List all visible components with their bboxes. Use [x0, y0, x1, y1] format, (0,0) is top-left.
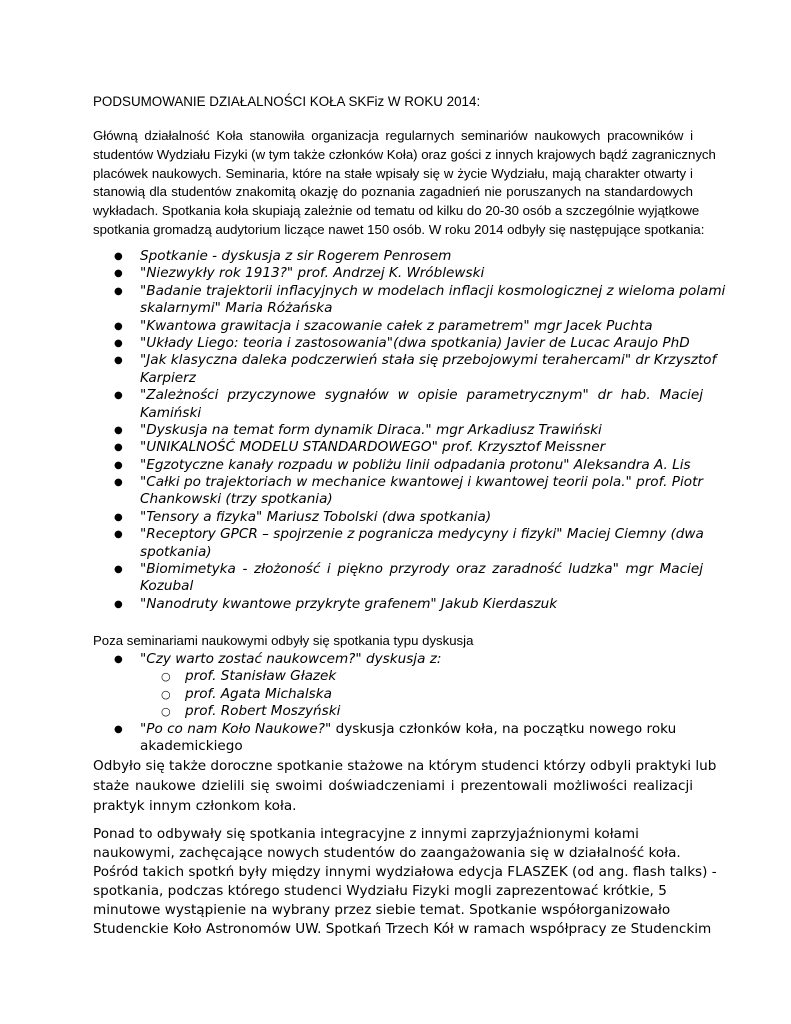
bullet-icon: ●: [114, 251, 123, 262]
bullet-icon: ●: [114, 654, 123, 665]
list-item-text: Kamiński: [140, 404, 202, 421]
list-item-text: "Kwantowa grawitacja i szacowanie całek z parametrem" mgr Jacek Puchta: [140, 317, 653, 334]
list-item: [93, 457, 703, 474]
bullet-icon: ●: [114, 337, 123, 349]
bullet-icon: ●: [114, 355, 123, 367]
intro-paragraph: [93, 127, 716, 240]
list-item: [93, 265, 703, 282]
list-item-text: Karpierz: [140, 369, 196, 386]
discussion-list: [93, 651, 703, 755]
list-item-text: "Jak klasyczna daleka podczerwień stała się przebojowymi terahercami" dr Krzysztof: [140, 352, 717, 369]
discussion-quote: "Po co nam Koło Naukowe?: [140, 720, 325, 737]
list-item-text: "Zależności przyczynowe sygnałów w opisie parametrycznym" dr hab. Maciej: [140, 387, 703, 404]
list-item: [93, 422, 703, 439]
bullet-icon: ●: [114, 424, 123, 436]
list-item: [93, 703, 703, 720]
list-item: [93, 318, 703, 335]
discussion-intro: Poza seminariami naukowymi odbyły się spotkania typu dyskusja: [93, 633, 474, 648]
participant: prof. Agata Michalska: [185, 685, 332, 702]
bullet-icon: ●: [114, 285, 123, 297]
paragraph-line: Pośród takich spotkń były między innymi wydziałowa edycja FLASZEK (od ang. flash talks) -: [93, 864, 717, 880]
bullet-icon: ●: [114, 529, 123, 541]
list-item-text: Kozubal: [140, 578, 194, 595]
list-item-text: "Tensory a fizyka" Mariusz Tobolski (dwa spotkania): [140, 508, 492, 525]
intro-line: wykładach. Spotkania koła skupiają zależnie od tematu od kilku do 20-30 osób a szczególnie wyjątkowe: [93, 203, 700, 219]
paragraph-line: spotkania, podczas którego studenci Wydziału Fizyki mogli zaprezentować krótkie, 5: [93, 883, 667, 899]
participant: prof. Robert Moszyński: [185, 703, 341, 720]
intro-line: placówek naukowych. Seminaria, które na stałe wpisały się w życie Wydziału, mają charakter otwarty i: [93, 165, 693, 181]
list-item: [93, 651, 703, 668]
integration-paragraph: [93, 825, 717, 939]
list-item-text: "Egzotyczne kanały rozpadu w pobliżu linii odpadania protonu" Aleksandra A. Lis: [140, 456, 691, 473]
bullet-icon: ●: [114, 320, 123, 332]
intro-line: studentów Wydziału Fizyki (w tym także członków Koła) oraz gości z innych krajowych bądź zagranicznych: [93, 146, 716, 162]
list-item: [93, 668, 703, 685]
list-item-text: "Receptory GPCR – spojrzenie z pogranicza medycyny i fizyki" Maciej Ciemny (dwa: [140, 526, 704, 543]
bullet-icon: ●: [114, 442, 123, 454]
paragraph-line: naukowymi, zachęcające nowych studentów do zaangażowania się w działalność koła.: [93, 845, 681, 861]
discussion-description-line2: akademickiego: [140, 737, 243, 754]
list-item-text: skalarnymi" Maria Różańska: [140, 300, 333, 317]
list-item: [93, 335, 703, 352]
bullet-icon: ●: [114, 390, 123, 402]
list-item: [93, 526, 703, 561]
list-item: [93, 509, 703, 526]
list-item-text: "Badanie trajektorii inflacyjnych w modelach inflacji kosmologicznej z wieloma polami: [140, 282, 726, 299]
list-item-text: "UNIKALNOŚĆ MODELU STANDARDOWEGO" prof. Krzysztof Meissner: [140, 439, 606, 456]
bullet-icon: ●: [114, 723, 123, 735]
list-item: [93, 721, 703, 756]
circle-bullet-icon: ○: [161, 705, 171, 719]
list-item-text: "Niezwykły rok 1913?" prof. Andrzej K. Wróblewski: [140, 265, 485, 282]
list-item-text: "Biomimetyka - złożoność i piękno przyrody oraz zaradność ludzka" mgr Maciej: [140, 561, 703, 578]
discussion-topic: "Czy warto zostać naukowcem?" dyskusja z:: [140, 651, 442, 667]
intro-line: stanowią dla studentów znakomitą okazję do poznania zagadnień nie poruszanych na standardowych: [93, 184, 693, 200]
bullet-icon: ●: [114, 511, 123, 523]
bullet-icon: ●: [114, 268, 123, 280]
paragraph-line: Ponad to odbywały się spotkania integracyjne z innymi zaprzyjaźnionymi kołami: [93, 826, 639, 842]
intro-line: spotkania gromadzą audytorium liczące nawet 150 osób. W roku 2014 odbyły się następujące spotkania:: [93, 221, 705, 237]
internship-paragraph: [93, 756, 717, 816]
page-title: PODSUMOWANIE DZIAŁALNOŚCI KOŁA SKFiz W ROKU 2014:: [93, 94, 481, 109]
circle-bullet-icon: ○: [161, 670, 171, 684]
paragraph-line: minutowe wystąpienie na wybrany przez siebie temat. Spotkanie współorganizowało: [93, 902, 671, 918]
list-item: [93, 352, 717, 387]
bullet-icon: ●: [114, 598, 123, 610]
list-item: [93, 282, 726, 318]
list-item: [93, 248, 703, 265]
paragraph-line: praktyk innym członkom koła.: [93, 798, 297, 814]
list-item: [93, 439, 703, 456]
list-item-text: spotkania): [140, 543, 212, 560]
list-item: [93, 387, 703, 422]
discussion-description: " dyskusja członków koła, na początku nowego roku: [325, 720, 677, 737]
list-item-text: Chankowski (trzy spotkania): [140, 491, 333, 508]
seminar-list: [93, 248, 726, 613]
list-item-text: "Dyskusja na temat form dynamik Diraca." mgr Arkadiusz Trawiński: [140, 421, 602, 438]
list-item: [93, 561, 703, 596]
list-item-text: Spotkanie - dyskusja z sir Rogerem Penrosem: [140, 248, 452, 264]
list-item: [93, 596, 703, 613]
bullet-icon: ●: [114, 459, 123, 471]
paragraph-line: Odbyło się także doroczne spotkanie stażowe na którym studenci którzy odbyli praktyki lub: [93, 758, 717, 774]
intro-line: Główną działalność Koła stanowiła organizacja regularnych seminariów naukowych pracowników i: [93, 128, 693, 143]
list-item-text: "Układy Liego: teoria i zastosowania"(dwa spotkania) Javier de Lucac Araujo PhD: [140, 334, 690, 351]
list-item-text: "Całki po trajektoriach w mechanice kwantowej i kwantowej teorii pola." prof. Piotr: [140, 474, 704, 491]
list-item-text: "Nanodruty kwantowe przykryte grafenem" Jakub Kierdaszuk: [140, 595, 558, 612]
discussion-topic-2: [140, 721, 703, 738]
bullet-icon: ●: [114, 477, 123, 489]
paragraph-line: staże naukowe dzielili się swoimi doświadczeniami i prezentowali możliwości realizacji: [93, 778, 693, 794]
participant: prof. Stanisław Głazek: [185, 668, 337, 685]
bullet-icon: ●: [114, 564, 123, 576]
list-item: [93, 474, 703, 509]
circle-bullet-icon: ○: [161, 687, 171, 701]
paragraph-line: Studenckie Koło Astronomów UW. Spotkań Trzech Kół w ramach współpracy ze Studenckim: [93, 921, 712, 937]
list-item: [93, 686, 703, 703]
